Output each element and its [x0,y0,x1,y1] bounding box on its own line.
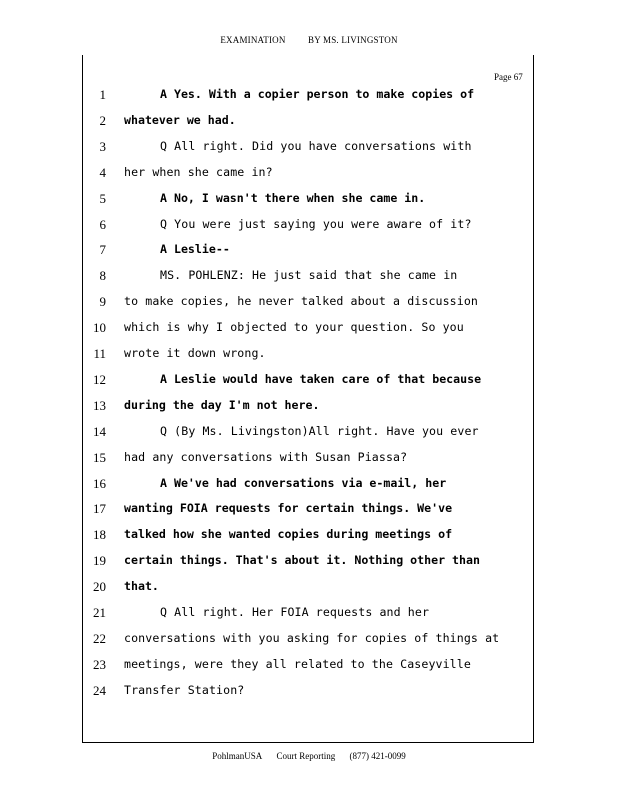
line-number: 6 [99,216,106,232]
line-number: 7 [99,242,106,258]
transcript-line [0,657,618,683]
line-number: 5 [99,190,106,206]
line-text: Q All right. Her FOIA requests and her [160,605,430,619]
line-number: 12 [93,371,106,387]
line-number: 10 [93,320,106,336]
transcript-line [0,191,618,217]
line-number: 11 [93,346,106,361]
line-number: 16 [93,475,106,491]
line-text: Transfer Station? [124,682,245,697]
transcript-line [0,553,618,579]
transcript-line [0,424,618,450]
line-number: 24 [93,682,106,698]
line-text: whatever we had. [124,112,236,127]
transcript-line [0,476,618,502]
line-text: talked how she wanted copies during meetings of [124,527,453,542]
line-number: 14 [93,423,106,439]
line-text: MS. POHLENZ: He just said that she came in [160,268,458,283]
page-footer [0,751,618,761]
line-number: 21 [93,605,106,620]
line-text: her when she came in? [124,164,273,179]
line-text: Q You were just saying you were aware of it? [160,216,472,231]
transcript-line [0,501,618,527]
line-number: 22 [93,630,106,646]
transcript-line [0,605,618,631]
footer-service: Court Reporting [276,751,336,761]
line-text: wrote it down wrong. [124,346,266,360]
page-header [0,35,618,45]
line-text: certain things. That's about it. Nothing other than [124,553,480,568]
transcript-line [0,398,618,424]
line-text: A Leslie-- [160,242,230,257]
line-number: 18 [93,527,106,543]
header-section: EXAMINATION [220,35,286,45]
line-text: A No, I wasn't there when she came in. [160,190,426,205]
line-number: 9 [99,294,106,310]
line-text: conversations with you asking for copies of things at [124,630,500,645]
footer-company: PohlmanUSA [212,751,263,761]
transcript-line [0,87,618,113]
line-text: Q All right. Did you have conversations with [160,138,472,153]
transcript-line [0,294,618,320]
line-text: wanting FOIA requests for certain things. We've [124,501,453,516]
line-number: 8 [99,268,106,284]
header-examiner: BY MS. LIVINGSTON [308,35,398,45]
transcript-line [0,268,618,294]
line-text: Q (By Ms. Livingston)All right. Have you ever [160,423,479,438]
line-text: meetings, were they all related to the Caseyville [124,656,471,671]
transcript-line [0,631,618,657]
line-text: to make copies, he never talked about a discussion [124,294,479,309]
transcript-line [0,579,618,605]
line-text: that. [124,579,159,594]
line-number: 3 [99,138,106,154]
line-number: 13 [93,397,106,413]
page-number: Page 67 [494,72,523,82]
line-text: A Leslie would have taken care of that because [160,371,482,386]
line-number: 19 [93,553,106,569]
transcript-line [0,242,618,268]
transcript-line [0,372,618,398]
line-text: had any conversations with Susan Piassa? [124,449,408,464]
footer-phone: (877) 421-0099 [349,751,406,761]
transcript-line [0,346,618,372]
line-text: which is why I objected to your question. So you [124,320,464,335]
line-number: 4 [99,164,106,180]
line-number: 20 [93,579,106,595]
line-text: A We've had conversations via e-mail, her [160,475,447,490]
line-number: 2 [99,112,106,128]
transcript-line [0,113,618,139]
transcript-line [0,683,618,709]
transcript-line [0,320,618,346]
line-number: 1 [99,87,106,102]
line-number: 23 [93,656,106,672]
transcript-line [0,527,618,553]
transcript-line [0,139,618,165]
transcript-line [0,165,618,191]
transcript-line [0,450,618,476]
line-text: during the day I'm not here. [124,397,320,412]
line-number: 17 [93,501,106,517]
line-number: 15 [93,449,106,465]
transcript-line [0,217,618,243]
line-text: A Yes. With a copier person to make copies of [160,87,475,101]
